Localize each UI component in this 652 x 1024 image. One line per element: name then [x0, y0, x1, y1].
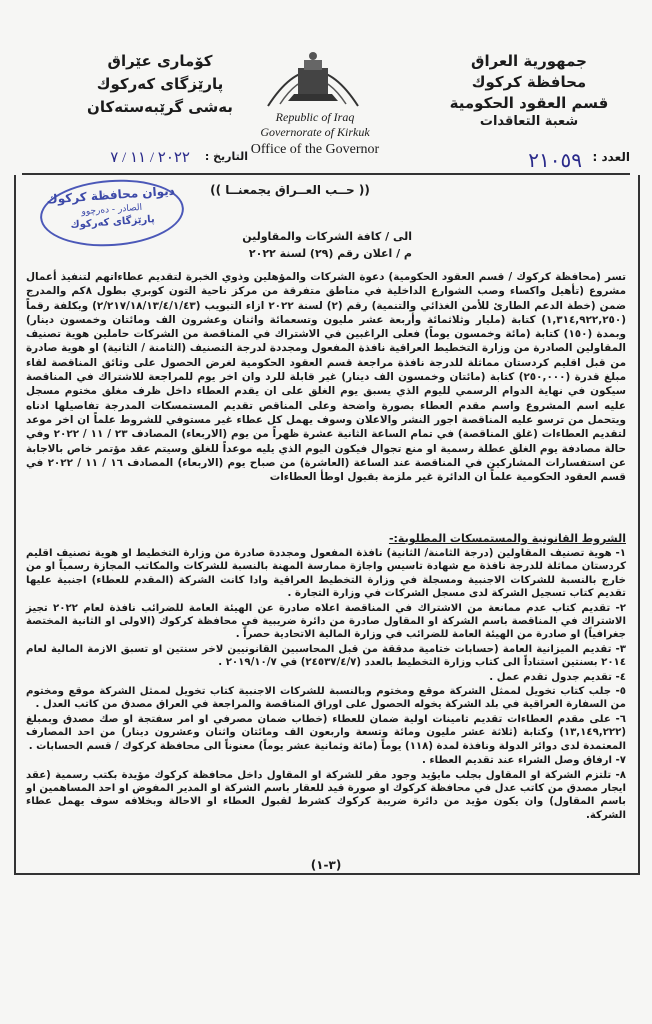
number-value: ٢١٠٥٩ — [528, 150, 582, 172]
conditions-title: الشروط القانونية والمستمسكات المطلوبة:- — [388, 532, 626, 545]
stamp-line-2: الصادر - دەرچوو — [81, 202, 143, 218]
page-number: (٣-١) — [310, 858, 342, 872]
condition-item: ٧- ارفاق وصل الشراء عند تقديم العطاء . — [422, 755, 626, 767]
header-english-office: Office of the Governor — [250, 142, 380, 157]
header-english-country: Republic of Iraq — [275, 110, 355, 124]
date-label: التاريخ : — [204, 150, 248, 163]
slogan: (( حــب العــراق يجمعنــا )) — [210, 183, 370, 197]
condition-item: ٣- تقديم الميزانية العامة (حسابات ختامية مدققة من قبل المحاسبين القانونيين لاخر سنتين او تسبق الازمة المالية لعام ٢٠١٤ بسنتين استناداً الى كتاب وزارة التخطيط بالعدد (٢٤٥٣٧/٤/٧) في ٢٠١٩/١٠/٧ . — [26, 643, 626, 669]
conditions-list — [26, 547, 626, 823]
header-kurdish-governorate: پارێزگای كەركوك — [96, 75, 224, 93]
condition-item: ٤- تقديم جدول تقدم عمل . — [489, 671, 626, 683]
stamp-line-1: ديوان محافظة كركوك — [46, 183, 176, 207]
subject-line: م / اعلان رقم (٢٩) لسنة ٢٠٢٢ — [248, 247, 412, 260]
header-left-kurdish — [60, 52, 260, 116]
addressee: الى / كافة الشركات والمقاولين — [242, 230, 412, 243]
header-governorate: محافظة كركوك — [471, 73, 587, 91]
header-kurdish-country: كۆماری عێراق — [107, 52, 213, 70]
header-section: شعبة التعاقدات — [479, 114, 579, 129]
date-value: ٢٠٢٢ / ١١ / ٧ — [110, 150, 190, 166]
header-country: جمهورية العراق — [471, 52, 587, 70]
reference-row — [24, 148, 630, 172]
announcement-body: تسر (محافظة كركوك / قسم العقود الحكومية) دعوة الشركات والمؤهلين وذوي الخبرة لتقديم عطاءاتهم لتنفيذ أعمال مشروع (تأهيل واكساء وصب الشوارع الداخلية في مناطق متفرقة من مركز ناحية التون كوبري بطول ٨كم والمدرج ضمن (خطة الدعم الطارئ للأمن الغذائي والتنمية) رقم (٢) لسنة ٢٠٢٢ ازاء التبويب (٢/٢١٧/١٨/١٣/٤/١/٤٣) وبكلفة رقماً (١,٣١٤,٩٢٢,٢٥٠) كتابة (مليار وثلاثمائة وأربعة عشر مليون وتسعمائة واثنان وعشرون الف ومائتان وخمسون دينار) وبمدة (١٥٠) كتابة (مائة وخمسون يوماً) فعلى الراغبين في الاشتراك في المناقصة من الشركات حاملين هوية تصنيف المقاولين الصادرة من وزارة التخطيط العراقية نافذة المفعول ومجددة لدرجة التصنيف (الثامنة / الثانية) او هوية صادرة من قبل اقليم كردستان مماثلة للدرجة نافذة مراجعة قسم العقود الحكومية لغرض الحصول على وثائق المناقصة لقاء مبلغ قدرة (٢٥٠,٠٠٠) كتابة (مائتان وخمسون الف دينار) غير قابلة للرد وان اخر يوم للمراجعة للاشتراك في المناقصة سيكون في نهاية الدوام الرسمي لليوم الذي يسبق يوم الغلق على ان يقدم العطاء داخل ظرف مغلق مختوم مسجل عليه اسم المشروع واسم مقدم العطاء بصورة واضحة وعلى المناقص تقديم المستمسكات المدرجة تفاصيلها ادناه ويتحمل من ترسو عليه المناقصة اجور النشر والاعلان وسوف يهمل كل عطاء غير مستوفي للشروط علماً ان اخر موعد لتقديم العطاءات (غلق المناقصة) في تمام الساعة الثانية عشرة ظهراً من يوم (الاربعاء) المصادف ٢٣ / ١١ / ٢٠٢٢ وفي حالة مصادفة يوم الغلق عطلة رسمية او منع تجوال فيكون اليوم الذي يليه موعداً للغلق وسيتم عقد مؤتمر خاص بالاجابة عن استفسارات المشاركين في المناقصة عند الساعة (العاشرة) من صباح يوم (الاربعاء) المصادف ١٦ / ١١ / ٢٠٢٢ في قسم العقود الحكومية علماً ان الدائرة غير ملزمة بقبول اوطأ العطاءات — [26, 271, 627, 484]
stamp-line-3: پارێزگای کەرکوك — [70, 214, 156, 231]
condition-item: ٨- تلتزم الشركة او المقاول بجلب مايؤيد وجود مقر للشركة او المقاول داخل محافظة كركوك مؤيدة بكتب رسمية (عقد ايجار مصدق من كاتب عدل في محافظة كركوك او صورة قيد للعقار باسم الشركة او المدير المفوض او احد المساهمين او باسم المقاول) وان يكون مؤيد من دائرة ضريبة كركوك كشرط لقبول العطاء او الاحالة وبخلافه سوف يهمل عطاء الشركة. — [26, 769, 626, 821]
header-kurdish-department: بەشی گرێبەستەكان — [87, 98, 233, 116]
header-department: قسم العقود الحكومية — [449, 94, 609, 112]
header-right-arabic — [434, 52, 624, 129]
condition-item: ٢- تقديم كتاب عدم ممانعة من الاشتراك في المناقصة اعلاه صادرة عن الهيئة العامة للضرائب نافذة لعام ٢٠٢٢ تجيز الاشتراك في المناقصة باسم الشركة او المقاول صادرة من دائرة ضريبية في محافظة كركوك (الاولى او الثانية المختصة جغرافياً) او صادرة من الهيئة العامة للضرائب في وزارة المالية الاتحادية حصراً . — [26, 602, 626, 641]
governorate-emblem-icon — [258, 46, 368, 114]
header-english-governorate: Governorate of Kirkuk — [260, 125, 370, 139]
condition-item: ٥- جلب كتاب تخويل لممثل الشركة موقع ومختوم وبالنسبة للشركات الاجنبية كتاب تخويل لممثل الشركة موقع ومختوم من السفارة العراقية في بلد الشركة يخوله الحصول على اوراق المناقصة والمراجعة في العراق مصدق من كاتب العدل . — [26, 686, 626, 711]
condition-item: ١- هوية تصنيف المقاولين (درجة الثامنة/ الثانية) نافذة المفعول ومجددة صادرة من وزارة التخطيط او هوية تصنيف اقليم كردستان مماثلة للدرجة نافذة مع شهادة تاسيس واجازة ممارسة المهنة بالنسبة للشركات والمكاتب المجازة رسمياً او من خارج بالنسبة للشركات الاجنبية ومسجلة في وزارة التخطيط العراقية وادا كانت الشركة (المقدم للعطاء) اجنبية عليها تقديم كتاب تسجيل الشركة لدى مسجل الشركات في وزارة التجارة . — [26, 548, 626, 600]
condition-item: ٦- على مقدم العطاءات تقديم تامينات اولية ضمان للعطاء (خطاب ضمان مصرفي او امر سفتجة او صك مصدق وبمبلغ (١٣,١٤٩,٢٢٢) وكتابة (ثلاثة عشر مليون ومائة وتسعة واربعون الف ومائتان واثنان وعشرون دينار) من احد المصارف المعتمدة لدى دوائر الدولة ونافذة لمدة (١١٨) يوماً (مائة وثمانية عشر يوماً) معنوناً الى محافظة كركوك / قسم الحسابات . — [26, 713, 626, 752]
number-label: العدد : — [592, 150, 630, 164]
